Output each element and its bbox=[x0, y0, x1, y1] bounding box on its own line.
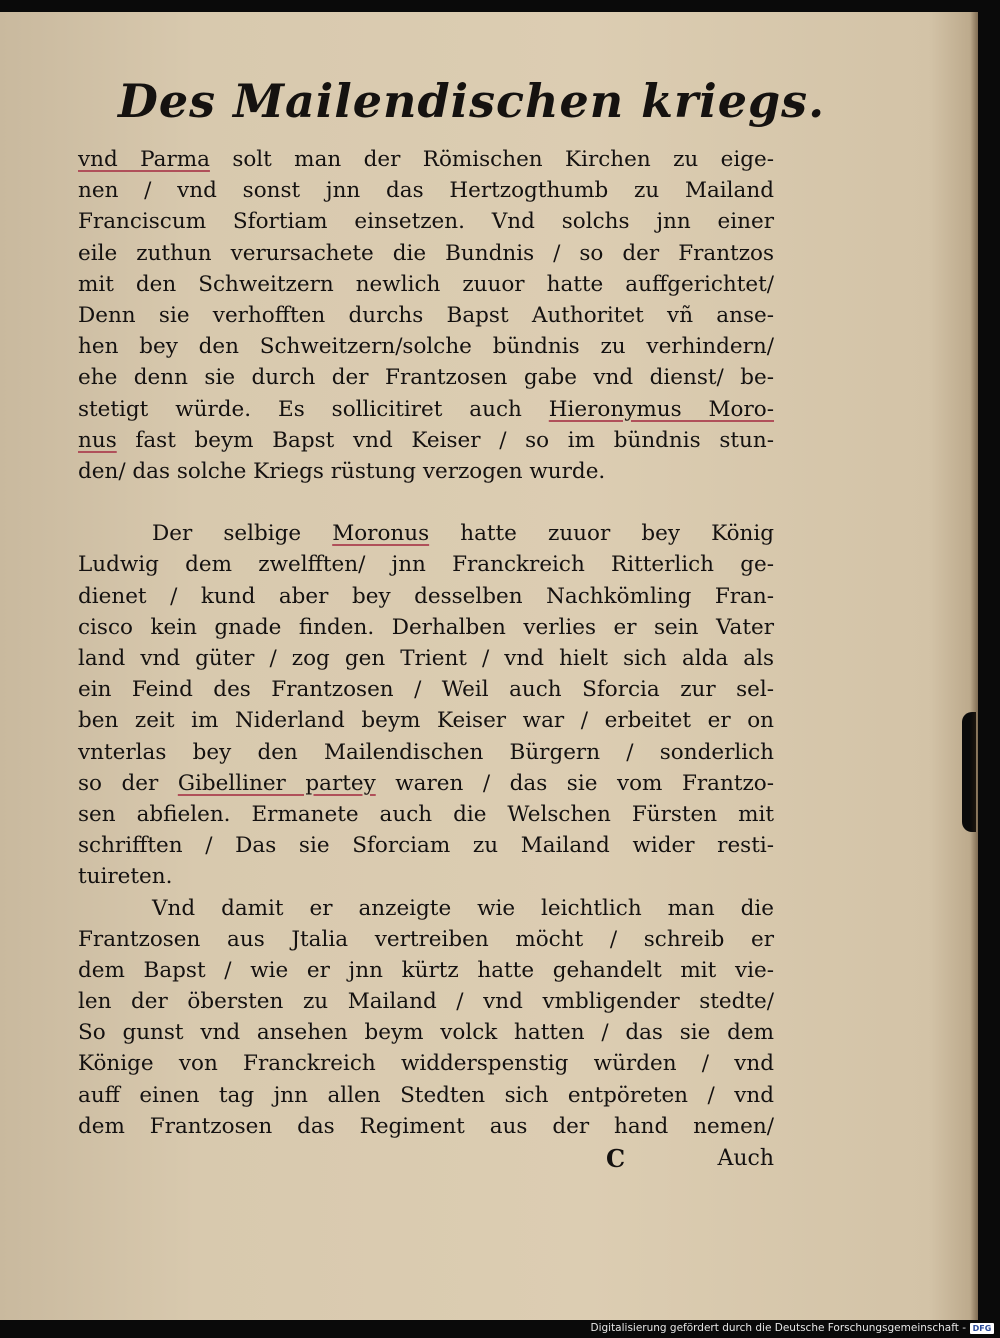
text-segment: fast beym Bapst vnd Keiser / so im bündnis stun- bbox=[116, 427, 774, 453]
text-line bbox=[78, 581, 774, 612]
text-segment: sen abfielen. Ermanete auch die Welschen Fürsten mit bbox=[78, 801, 774, 827]
text-line bbox=[78, 1017, 774, 1048]
text-line bbox=[78, 518, 774, 549]
text-line bbox=[78, 394, 774, 425]
page-edge-notch bbox=[962, 712, 976, 832]
funding-credit: Digitalisierung gefördert durch die Deutsche Forschungsgemeinschaft - bbox=[590, 1322, 966, 1334]
text-line bbox=[78, 206, 774, 237]
text-segment: stetigt würde. Es sollicitiret auch bbox=[78, 396, 549, 422]
text-segment: cisco kein gnade finden. Derhalben verlies er sein Vater bbox=[78, 614, 774, 640]
underlined-name: Moronus bbox=[332, 521, 430, 547]
text-segment: solt man der Römischen Kirchen zu eige- bbox=[209, 147, 774, 172]
text-segment: len der öbersten zu Mailand / vnd vmbligender stedte/ bbox=[78, 989, 774, 1015]
text-line bbox=[78, 269, 774, 300]
text-segment: dem Bapst / wie er jnn kürtz hatte gehandelt mit vie- bbox=[78, 957, 774, 983]
text-line bbox=[78, 861, 774, 892]
text-segment: ben zeit im Niderland beym Keiser war / erbeitet er on bbox=[78, 708, 774, 734]
text-segment: hatte zuuor bey König bbox=[429, 521, 774, 547]
text-line bbox=[78, 425, 774, 456]
text-line bbox=[78, 175, 774, 206]
catchword: Auch bbox=[717, 1146, 774, 1171]
text-segment: tuireten. bbox=[78, 864, 173, 890]
text-segment: ein Feind des Frantzosen / Weil auch Sforcia zur sel- bbox=[78, 677, 774, 703]
text-line bbox=[78, 456, 774, 487]
text-line bbox=[78, 674, 774, 705]
text-segment: so der bbox=[78, 770, 178, 796]
text-segment: land vnd güter / zog gen Trient / vnd hielt sich alda als bbox=[78, 646, 774, 671]
paragraph-gap bbox=[78, 487, 774, 518]
text-line bbox=[78, 612, 774, 643]
text-line bbox=[78, 1111, 774, 1142]
text-line bbox=[78, 331, 774, 362]
underlined-name: Hieronymus Moro- bbox=[548, 396, 774, 422]
text-line bbox=[78, 362, 774, 393]
underlined-name: nus bbox=[78, 427, 117, 453]
text-segment: Vnd damit er anzeigte wie leichtlich man die bbox=[152, 895, 774, 921]
text-line bbox=[78, 300, 774, 331]
text-line bbox=[78, 893, 774, 924]
text-segment: dienet / kund aber bey desselben Nachkömling Fran- bbox=[78, 583, 774, 609]
text-segment: Könige von Franckreich widderspenstig würden / vnd bbox=[78, 1051, 774, 1077]
text-segment: nen / vnd sonst jnn das Hertzogthumb zu Mailand bbox=[78, 178, 774, 204]
dfg-logo: DFG bbox=[970, 1323, 994, 1334]
text-segment: So gunst vnd ansehen beym volck hatten / das sie dem bbox=[78, 1020, 774, 1046]
text-line bbox=[78, 830, 774, 861]
text-segment: den/ das solche Kriegs rüstung verzogen wurde. bbox=[78, 458, 606, 484]
text-line bbox=[78, 1048, 774, 1079]
text-line bbox=[78, 768, 774, 799]
text-line bbox=[78, 144, 774, 175]
underlined-name: vnd Parma bbox=[78, 147, 210, 172]
text-segment: hen bey den Schweitzern/solche bündnis zu verhindern/ bbox=[78, 334, 774, 360]
underlined-name: Gibelliner partey bbox=[177, 770, 376, 796]
book-page bbox=[0, 12, 978, 1320]
text-segment: Der selbige bbox=[152, 521, 333, 547]
text-segment: mit den Schweitzern newlich zuuor hatte auffgerichtet/ bbox=[78, 271, 774, 297]
text-segment: vnterlas bey den Mailendischen Bürgern / sonderlich bbox=[78, 739, 774, 765]
text-segment: auff einen tag jnn allen Stedten sich entpöreten / vnd bbox=[78, 1082, 774, 1108]
text-segment: dem Frantzosen das Regiment aus der hand nemen/ bbox=[78, 1113, 774, 1139]
text-segment: eile zuthun verursachete die Bundnis / so der Frantzos bbox=[78, 240, 774, 266]
text-line bbox=[78, 238, 774, 269]
text-line bbox=[78, 705, 774, 736]
text-line bbox=[78, 643, 774, 674]
body-text bbox=[78, 144, 774, 1176]
text-line bbox=[78, 549, 774, 580]
catchword-line bbox=[78, 1142, 774, 1176]
text-line bbox=[78, 955, 774, 986]
running-head: Des Mailendischen kriegs. bbox=[118, 74, 826, 128]
text-segment: Denn sie verhofften durchs Bapst Authoritet vñ anse- bbox=[78, 302, 774, 328]
text-line bbox=[78, 924, 774, 955]
text-segment: Frantzosen aus Jtalia vertreiben möcht / schreib er bbox=[78, 926, 774, 952]
text-segment: Ludwig dem zwelfften/ jnn Franckreich Ritterlich ge- bbox=[78, 552, 774, 578]
text-line bbox=[78, 737, 774, 768]
text-line bbox=[78, 986, 774, 1017]
text-segment: schrifften / Das sie Sforciam zu Mailand wider resti- bbox=[78, 833, 774, 859]
signature-mark: C bbox=[606, 1144, 626, 1173]
text-line bbox=[78, 799, 774, 830]
text-segment: ehe denn sie durch der Frantzosen gabe vnd dienst/ be- bbox=[78, 365, 774, 391]
text-line bbox=[78, 1080, 774, 1111]
text-segment: waren / das sie vom Frantzo- bbox=[375, 770, 774, 796]
text-segment: Franciscum Sfortiam einsetzen. Vnd solchs jnn einer bbox=[78, 209, 774, 235]
